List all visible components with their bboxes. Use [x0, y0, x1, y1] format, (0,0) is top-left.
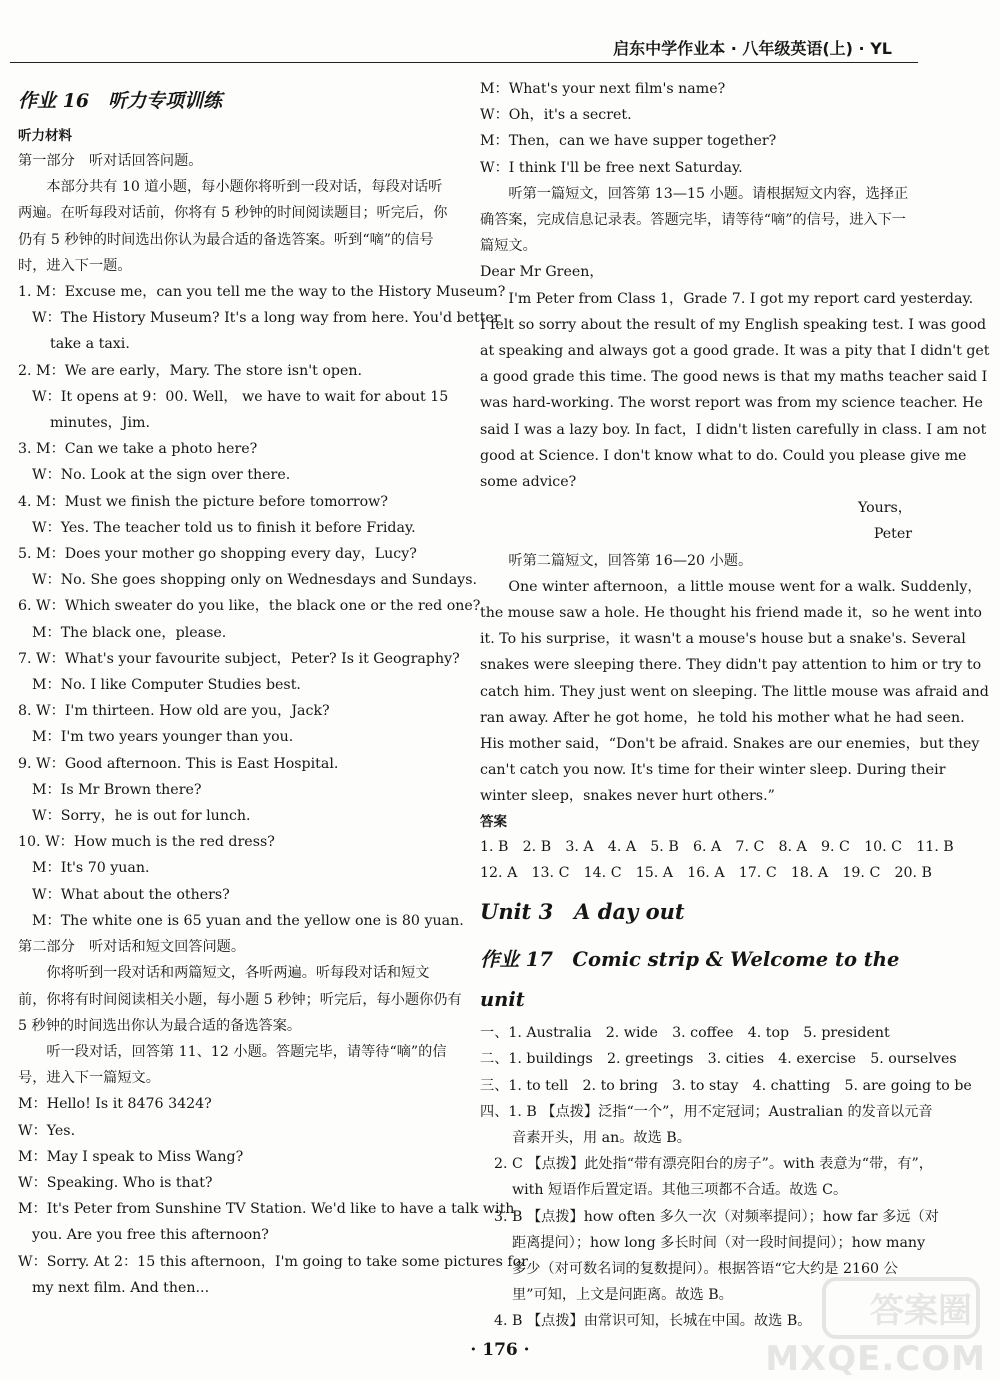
dialogue-line: my next film. And then... [32, 1279, 210, 1296]
phone-dialogue [18, 1091, 528, 1301]
dialogue-line: 6. W：Which sweater do you like，the black one or the red one? [18, 598, 481, 615]
book-title: 启东中学作业本 · 八年级英语(上) · YL [613, 39, 892, 58]
dialogue-line: 2. M：We are early，Mary. The store isn't open. [18, 362, 362, 379]
dialogue-line: 10. W：How much is the red dress? [18, 834, 275, 851]
exercise-line: 多少（对可数名词的复数提问）。根据答语“它大约是 2160 公 [512, 1260, 898, 1277]
dialogue-line: 1. M：Excuse me，can you tell me the way to the History Museum? [18, 284, 506, 301]
letter-body [480, 286, 990, 496]
dialogue-line: M：The white one is 65 yuan and the yellow one is 80 yuan. [32, 912, 464, 929]
dialogue-line: M：Is Mr Brown there? [32, 781, 202, 798]
dialogue-line: W：I think I'll be free next Saturday. [480, 159, 743, 176]
dialogue-line: W：Oh，it's a secret. [480, 107, 632, 124]
watermark-logo [765, 1269, 986, 1379]
part1-instructions [18, 174, 460, 279]
dialogue-line: 5. M：Does your mother go shopping every day，Lucy? [18, 546, 417, 563]
dialogue-line: 9. W：Good afternoon. This is East Hospital. [18, 755, 339, 772]
instruction-line: 你将听到一段对话和两篇短文，各听两遍。听每段对话和短文 [46, 965, 430, 982]
dialogue-line: M：I'm two years younger than you. [32, 729, 294, 746]
dialogue-line: 7. W：What's your favourite subject，Peter? Is it Geography? [18, 650, 460, 667]
dialogue-line: 4. M：Must we finish the picture before tomorrow? [18, 493, 388, 510]
dialogue-line: W：Speaking. Who is that? [18, 1174, 213, 1191]
dialogue-line: minutes，Jim. [50, 415, 151, 432]
part2-instructions [18, 960, 460, 1039]
passage2-intro: 听第二篇短文，回答第 16—20 小题。 [508, 552, 753, 569]
passage-line: His mother said，“Don't be afraid. Snakes are our enemies，but they [480, 736, 980, 753]
instruction-line: 篇短文。 [480, 238, 537, 255]
exercise-line: 音素开头，用 an。故选 B。 [512, 1129, 691, 1146]
passage1-intro [480, 181, 920, 260]
dialogue-line: W：Sorry，he is out for lunch. [32, 808, 251, 825]
page-header [0, 0, 1000, 60]
dialogue-line: M：The black one，please. [32, 624, 227, 641]
dialogue-line: W：No. She goes shopping only on Wednesdays and Sundays. [32, 572, 477, 589]
page-number: · 176 · [470, 1340, 530, 1360]
answers-heading: 答案 [480, 813, 507, 830]
passage-line: snakes were sleeping there. They didn't pay attention to him or try to [480, 657, 982, 674]
instruction-line: 本部分共有 10 道小题，每小题你将听到一段对话，每段对话听 [46, 179, 443, 196]
dialogue-line: M：No. I like Computer Studies best. [32, 677, 301, 694]
instruction-line: 仍有 5 秒钟的时间选出你认为最合适的备选答案。听到“嘀”的信号 [18, 231, 434, 248]
passage-line: can't catch you now. It's time for their winter sleep. During their [480, 762, 946, 779]
passage-line: One winter afternoon，a little mouse went for a walk. Suddenly， [508, 578, 982, 595]
dialogue-line: M：Hello! Is it 8476 3424? [18, 1096, 212, 1113]
instruction-line: 听第一篇短文，回答第 13—15 小题。请根据短文内容，选择正 [508, 185, 909, 202]
passage2-body [480, 574, 989, 810]
passage-line: it. To his surprise，it wasn't a mouse's house but a snake's. Several [480, 631, 966, 648]
exercise-line: 一、1. Australia 2. wide 3. coffee 4. top 5. president [480, 1025, 890, 1042]
exercise-line: 4. B 【点拨】由常识可知，长城在中国。故选 B。 [494, 1313, 812, 1330]
letter-line: a good grade this time. The good news is that my maths teacher said I [480, 369, 988, 386]
instruction-line: 两遍。在听每段对话前，你将有 5 秒钟的时间阅读题目；听完后，你 [18, 205, 448, 222]
answer-key [480, 834, 954, 886]
dialogue-line: W：The History Museum? It's a long way from here. You'd better [32, 310, 501, 327]
dialogue-line: M：May I speak to Miss Wang? [18, 1148, 244, 1165]
exercise-line: 3. B 【点拨】how often 多久一次（对频率提问）；how far 多远（对 [494, 1208, 939, 1225]
instruction-line: 听一段对话，回答第 11、12 小题。答题完毕，请等待“嘀”的信 [46, 1043, 447, 1060]
exercise-line: 二、1. buildings 2. greetings 3. cities 4. exercise 5. ourselves [480, 1051, 957, 1068]
part1-title: 第一部分 听对话回答问题。 [18, 153, 203, 169]
dialogue-line: W：What about the others? [32, 886, 230, 903]
exercise-line: 距离提问）；how long 多长时间（对一段时间提问）；how many [512, 1234, 926, 1251]
dialogue-line: W：Yes. The teacher told us to finish it before Friday. [32, 519, 416, 536]
section-title-17: 作业 17 Comic strip & Welcome to the unit [480, 948, 900, 1012]
dialogue-line: W：It opens at 9：00. Well， we have to wait for about 15 [32, 388, 449, 405]
answer-line: 12. A 13. C 14. C 15. A 16. A 17. C 18. A 19. C 20. B [480, 864, 932, 881]
letter-line: I'm Peter from Class 1，Grade 7. I got my report card yesterday. [508, 290, 974, 307]
letter-line: said I was a lazy boy. In fact，I didn't listen carefully in class. I am not [480, 421, 987, 438]
exercise-line: 2. C 【点拨】此处指“带有漂亮阳台的房子”。with 表意为“带，有”， [494, 1156, 933, 1173]
dialogue-line: take a taxi. [50, 336, 130, 353]
instruction-line: 号，进入下一篇短文。 [18, 1070, 160, 1087]
letter-line: was hard-working. The worst report was from my science teacher. He [480, 395, 983, 412]
dialogue-line: M：Then，can we have supper together? [480, 133, 777, 150]
exercise-line: 四、1. B 【点拨】泛指“一个”，用不定冠词；Australian 的发音以元音 [480, 1103, 933, 1120]
listening-material-heading: 听力材料 [18, 128, 72, 144]
passage-line: ran away. After he got home，he told his mother what he had seen. [480, 709, 965, 726]
dialogue-line: M：What's your next film's name? [480, 81, 726, 97]
letter-salutation: Dear Mr Green， [480, 264, 604, 281]
instruction-line: 时，进入下一题。 [18, 257, 132, 274]
exercise-line: 三、1. to tell 2. to bring 3. to stay 4. chatting 5. are going to be [480, 1077, 972, 1094]
letter-closing: Yours， [857, 500, 912, 517]
watermark-logo-text: 答案圈 [870, 1291, 972, 1331]
watermark-site-text: MXQE.COM [765, 1339, 986, 1379]
passage-line: winter sleep，snakes never hurt others.” [480, 788, 775, 805]
dialogue-line: M：It's Peter from Sunshine TV Station. We'd like to have a talk with [18, 1201, 515, 1218]
instruction-line: 5 秒钟的时间选出你认为最合适的备选答案。 [18, 1017, 302, 1034]
dialogue-line: 3. M：Can we take a photo here? [18, 441, 258, 458]
dialogue-line: W：Sorry. At 2：15 this afternoon，I'm going to take some pictures for [18, 1253, 528, 1270]
answer-line: 1. B 2. B 3. A 4. A 5. B 6. A 7. C 8. A 9. C 10. C 11. B [480, 838, 954, 855]
instruction-line: 前，你将有时间阅读相关小题，每小题 5 秒钟；听完后，每小题你仍有 [18, 991, 462, 1008]
passage-line: the mouse saw a hole. He thought his friend made it，so he went into [480, 605, 982, 622]
dialogue11-intro [18, 1039, 460, 1091]
dialogue-line: you. Are you free this afternoon? [32, 1227, 269, 1244]
part2-title: 第二部分 听对话和短文回答问题。 [18, 939, 246, 956]
dialogue-line: M：It's 70 yuan. [32, 860, 150, 877]
phone-dialogue-continued [480, 76, 920, 181]
letter-line: some advice? [480, 474, 577, 491]
dialogue-line: W：Yes. [18, 1122, 76, 1139]
unit-title: Unit 3 A day out [480, 899, 685, 925]
dialogue-line: 8. W：I'm thirteen. How old are you，Jack? [18, 703, 330, 720]
letter-line: at speaking and always got a good grade. It was a pity that I didn't get [480, 343, 990, 360]
exercise-line: 里”可知，上文是问距离。故选 B。 [512, 1287, 733, 1304]
passage-line: catch him. They just went on sleeping. The little mouse was afraid and [480, 683, 989, 700]
letter-signature: Peter [873, 526, 912, 543]
header-rule [10, 62, 918, 63]
letter-line: good at Science. I don't know what to do. Could you please give me [480, 447, 967, 464]
letter-line: I felt so sorry about the result of my English speaking test. I was good [480, 316, 987, 333]
dialogue-line: W：No. Look at the sign over there. [32, 467, 291, 484]
section-title-16: 作业 16 听力专项训练 [18, 90, 223, 112]
left-column [18, 76, 528, 1301]
instruction-line: 确答案，完成信息记录表。答题完毕，请等待“嘀”的信号，进入下一 [480, 212, 906, 229]
exercise-line: with 短语作后置定语。其他三项都不合适。故选 C。 [512, 1182, 848, 1199]
